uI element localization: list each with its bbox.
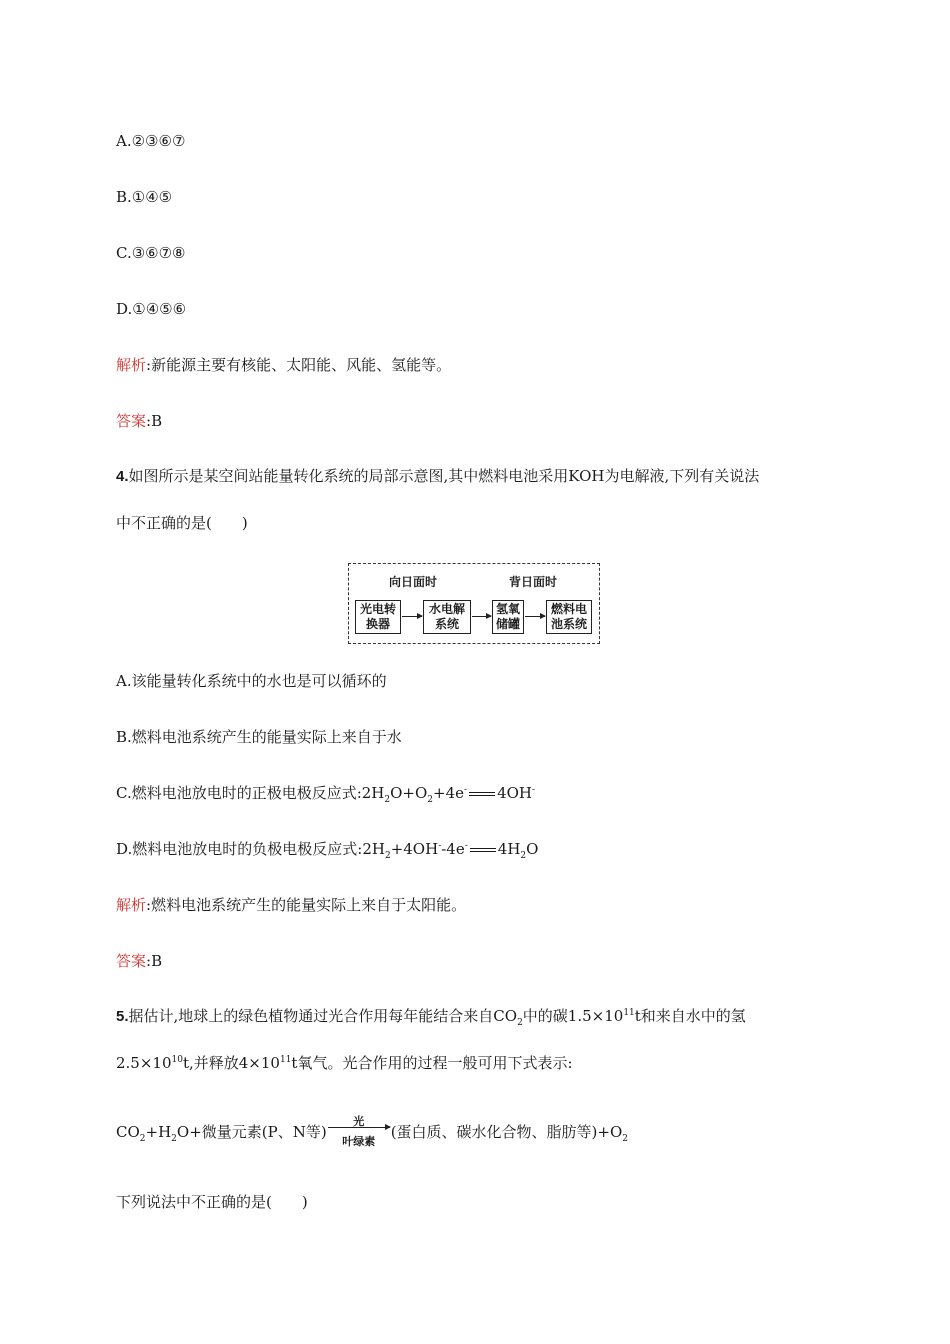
q4-stem-line1 [116, 466, 759, 487]
stem-text: 如图所示是某空间站能量转化系统的局部示意图,其中燃料电池采用KOH为电解液,下列有关说法 [128, 467, 760, 485]
arrow-condition-chlorophyll: 叶绿素 [342, 1135, 376, 1148]
label-night-side: 背日面时 [509, 575, 558, 589]
photosynthesis-equation: $CO_2+H_2O+$微量元素(P、N等) 光 叶绿素 (蛋白质、碳水化合物、脂肪等)$+O_2$ [116, 1122, 628, 1143]
arrow-3 [525, 616, 545, 617]
box-fuel-cell-system: 燃料电 池系统 [546, 600, 592, 634]
option-c: C.③⑥⑦⑧ [116, 244, 186, 262]
box-water-electrolysis: 水电解 系统 [423, 600, 471, 634]
analysis-text: :新能源主要有核能、太阳能、风能、氢能等。 [146, 356, 452, 374]
box-hydrogen-oxygen-tank: 氢氧 储罐 [492, 600, 524, 634]
arrow-2 [472, 616, 491, 617]
option-d: D.①④⑤⑥ [116, 300, 187, 318]
box-photoelectric-converter: 光电转 换器 [355, 600, 401, 634]
q4-option-c: C.燃料电池放电时的正极电极反应式$:2H_2O+O_2+4e^-$ 4OH- [116, 784, 536, 805]
q3-answer [116, 411, 162, 431]
answer-text: :B [146, 952, 163, 970]
option-b: B.①④⑤ [116, 188, 173, 206]
q5-stem-line1: 5.据估计,地球上的绿色植物通过光合作用每年能结合来自$CO_2$中的碳$1.5\times 10^{11}t$和来自水中的氢 [116, 1007, 746, 1028]
q3-analysis [116, 355, 451, 375]
q4-option-d: D.燃料电池放电时的负极电极反应式$:2H_2+4OH^--4e^-$ $4H_2O$ [116, 840, 539, 861]
arrow-1 [402, 616, 422, 617]
energy-system-diagram [348, 563, 600, 644]
q4-analysis [116, 895, 466, 915]
analysis-label: 解析 [116, 356, 147, 374]
q4-option-b: B.燃料电池系统产生的能量实际上来自于水 [116, 728, 402, 746]
analysis-text: :燃料电池系统产生的能量实际上来自于太阳能。 [146, 896, 467, 914]
equals-sign [469, 792, 495, 796]
answer-label: 答案 [116, 952, 147, 970]
q4-option-a: A.该能量转化系统中的水也是可以循环的 [116, 672, 387, 690]
q5-question: 下列说法中不正确的是( ) [116, 1193, 308, 1211]
answer-label: 答案 [116, 412, 147, 430]
answer-text: :B [146, 412, 163, 430]
equals-sign [470, 848, 496, 852]
analysis-label: 解析 [116, 896, 147, 914]
question-number: 5. [116, 1008, 129, 1025]
q4-stem-line2: 中不正确的是( ) [116, 514, 248, 532]
arrow-condition-light: 光 [353, 1115, 365, 1128]
q5-stem-line2: $2.5\times 10^{10}t$,并释放$4\times 10^{11}t$氧气。光合作用的过程一般可用下式表示: [116, 1054, 573, 1072]
q4-answer [116, 951, 162, 971]
reaction-arrow [328, 1115, 390, 1148]
option-a: A.②③⑥⑦ [116, 132, 186, 150]
question-number: 4. [116, 468, 129, 485]
label-day-side: 向日面时 [389, 575, 438, 589]
